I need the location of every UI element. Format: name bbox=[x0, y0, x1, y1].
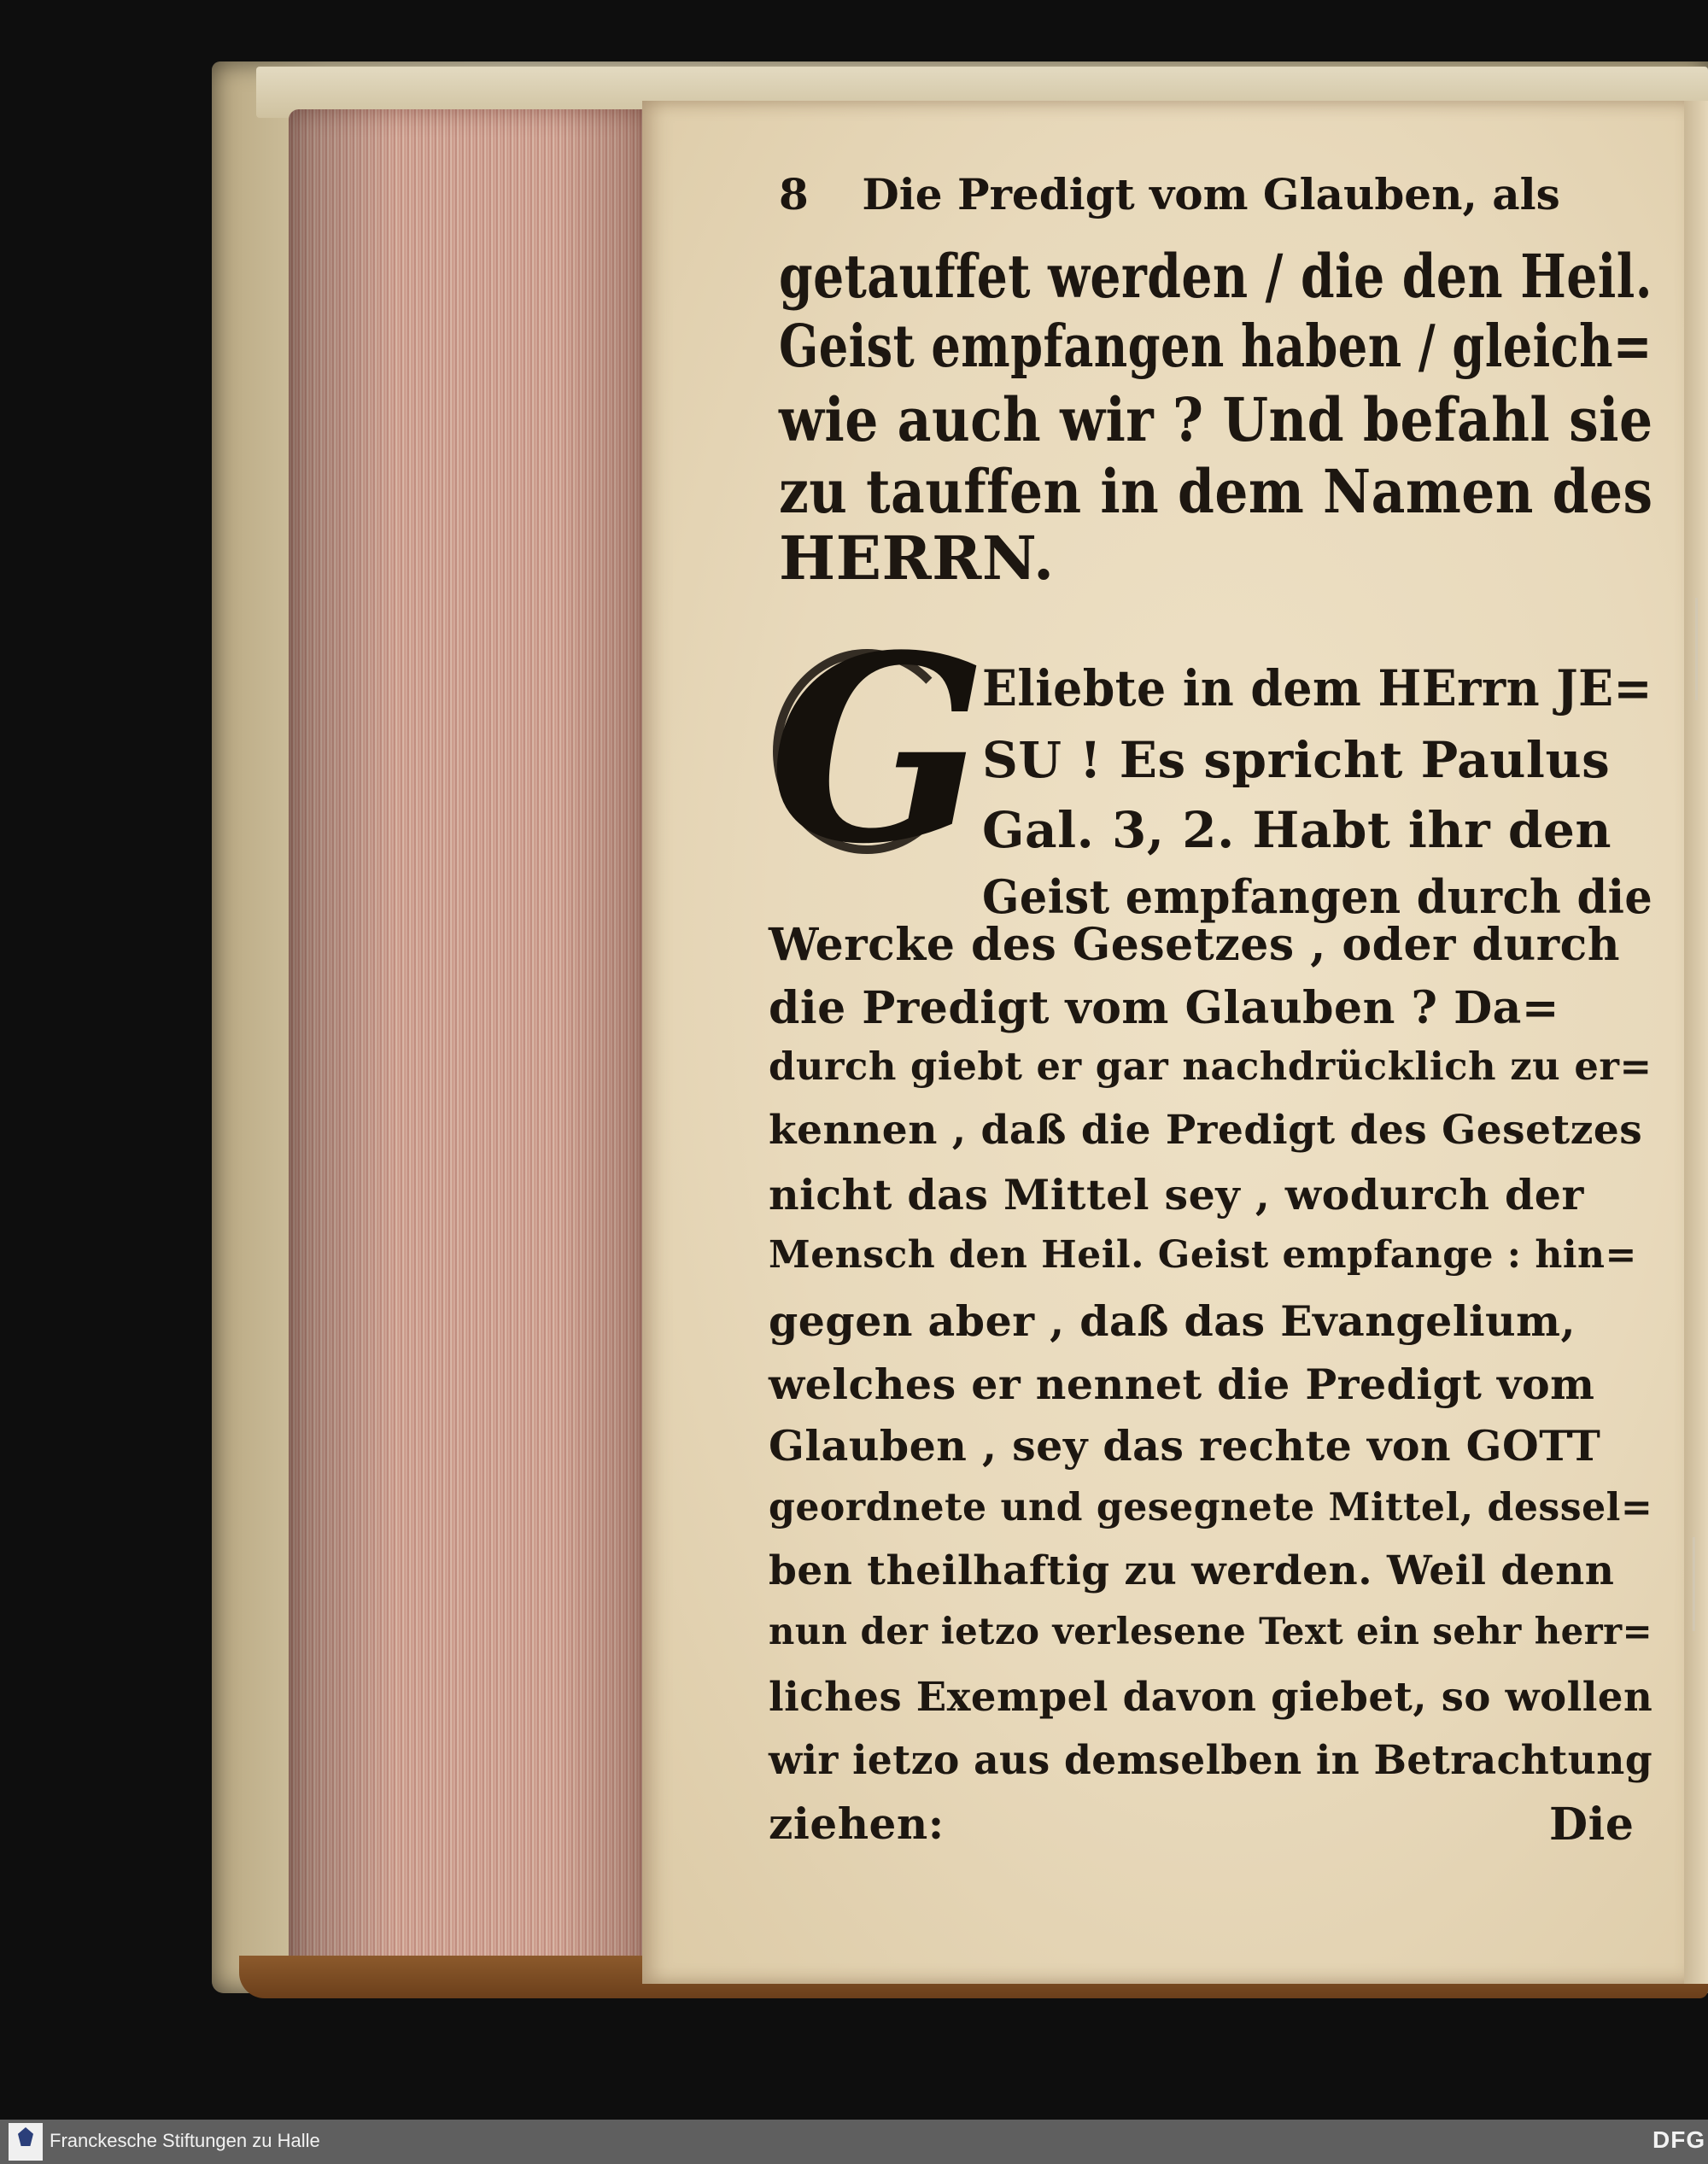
text-line: Geist empfangen durch die bbox=[982, 869, 1653, 924]
stitch-thread bbox=[1695, 598, 1698, 700]
institution-name[interactable]: Franckesche Stiftungen zu Halle bbox=[50, 2130, 320, 2151]
running-head bbox=[779, 169, 1560, 219]
text-line: Geist empfangen haben / gleich= bbox=[779, 313, 1652, 381]
text-line: wir ietzo aus demselben in Betrachtung bbox=[769, 1737, 1653, 1784]
text-line: zu tauffen in dem Namen des bbox=[779, 456, 1653, 527]
funder-logo[interactable]: DFG bbox=[1652, 2126, 1706, 2153]
page-number: 8 bbox=[779, 169, 809, 219]
text-line: wie auch wir ? Und befahl sie bbox=[779, 384, 1653, 455]
text-line: geordnete und gesegnete Mittel, dessel= bbox=[769, 1484, 1653, 1529]
page-edges-shade bbox=[289, 109, 647, 1988]
text-line: HERRN. bbox=[779, 523, 1055, 594]
text-line: die Predigt vom Glauben ? Da= bbox=[769, 982, 1559, 1034]
text-line: ben theilhaftig zu werden. Weil denn bbox=[769, 1547, 1615, 1594]
text-line: welches er nennet die Predigt vom bbox=[769, 1360, 1595, 1409]
page-gutter bbox=[1684, 101, 1708, 1984]
text-line: getauffet werden / die den Heil. bbox=[779, 241, 1652, 312]
text-line: Gal. 3, 2. Habt ihr den bbox=[982, 801, 1612, 859]
running-head-title: Die Predigt vom Glauben, als bbox=[862, 169, 1560, 219]
text-line: durch giebt er gar nachdrücklich zu er= bbox=[769, 1044, 1652, 1089]
text-line: Glauben , sey das rechte von GOTT bbox=[769, 1421, 1601, 1471]
catchword: Die bbox=[1549, 1798, 1635, 1851]
text-line: gegen aber , daß das Evangelium, bbox=[769, 1296, 1576, 1346]
drop-cap: G bbox=[769, 599, 988, 900]
text-line: ziehen: bbox=[769, 1798, 945, 1849]
text-line: kennen , daß die Predigt des Gesetzes bbox=[769, 1107, 1643, 1154]
text-line: Wercke des Gesetzes , oder durch bbox=[769, 919, 1621, 971]
text-line: Mensch den Heil. Geist empfange : hin= bbox=[769, 1233, 1637, 1277]
text-line: nicht das Mittel sey , wodurch der bbox=[769, 1170, 1584, 1219]
text-line: nun der ietzo verlesene Text ein sehr herr= bbox=[769, 1611, 1653, 1653]
text-line: Eliebte in dem HErrn JE= bbox=[982, 659, 1653, 717]
text-line: liches Exempel davon giebet, so wollen bbox=[769, 1674, 1653, 1721]
stitch-thread bbox=[1693, 1537, 1695, 1631]
text-line: SU ! Es spricht Paulus bbox=[982, 731, 1611, 789]
